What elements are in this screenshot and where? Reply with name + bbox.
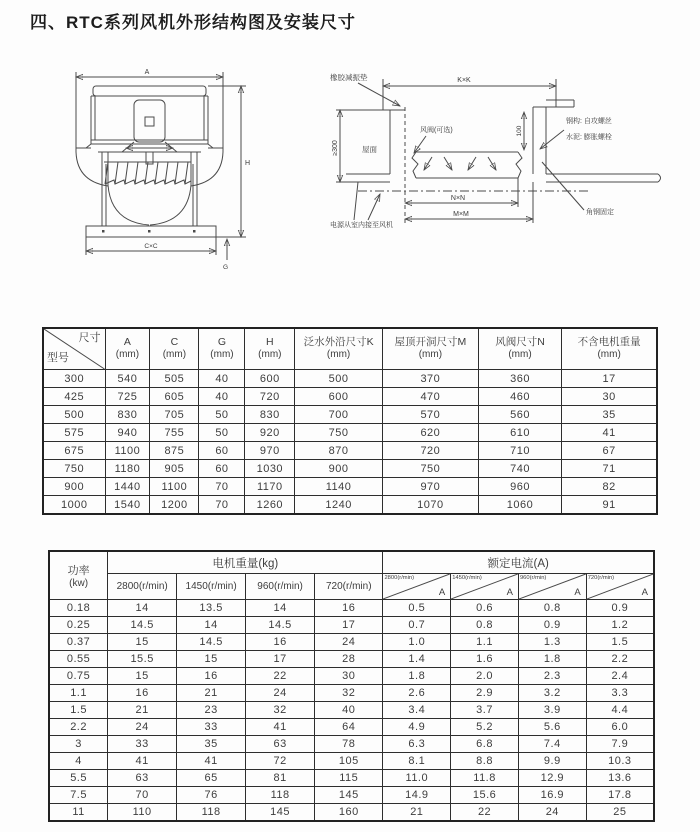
table-cell: 8.1 — [383, 753, 451, 770]
table-cell: 1.5 — [49, 702, 108, 719]
table-cell: 710 — [478, 442, 562, 460]
table-cell: 1030 — [245, 460, 295, 478]
table-cell: 1.8 — [518, 651, 586, 668]
table-row — [43, 496, 657, 515]
table-cell: 76 — [177, 787, 246, 804]
table-cell: 23 — [177, 702, 246, 719]
table-cell: 0.9 — [586, 600, 654, 617]
table-cell: 750 — [295, 424, 383, 442]
table-cell: 6.3 — [383, 736, 451, 753]
damper-label: 风阀(可选) — [420, 127, 453, 134]
table-row — [49, 787, 654, 804]
table-cell: 360 — [478, 370, 562, 388]
motor-table — [48, 550, 655, 822]
table-cell: 10.3 — [586, 753, 654, 770]
table-cell: 110 — [108, 804, 177, 822]
table-cell: 0.8 — [518, 600, 586, 617]
table-cell: 2.0 — [451, 668, 519, 685]
table-cell: 50 — [199, 406, 245, 424]
table-cell: 1.4 — [383, 651, 451, 668]
table-cell: 1.1 — [451, 634, 519, 651]
table-cell: 2.9 — [451, 685, 519, 702]
column-header: C (mm) — [150, 328, 199, 370]
current-col-header: 2800(r/min) A — [383, 574, 451, 600]
table-cell: 600 — [295, 388, 383, 406]
table-cell: 22 — [246, 668, 315, 685]
table-row — [49, 804, 654, 822]
table-cell: 9.9 — [518, 753, 586, 770]
table-cell: 575 — [43, 424, 105, 442]
table-cell: 40 — [199, 388, 245, 406]
table-cell: 21 — [383, 804, 451, 822]
current-col-header: 960(r/min) A — [518, 574, 586, 600]
table-cell: 1070 — [382, 496, 478, 515]
table-cell: 14.5 — [108, 617, 177, 634]
weight-col-header: 2800(r/min) — [108, 574, 177, 600]
table-cell: 905 — [150, 460, 199, 478]
weight-group-header: 电机重量(kg) — [108, 551, 383, 574]
table-cell: 14.5 — [246, 617, 315, 634]
table-cell: 970 — [245, 442, 295, 460]
table-cell: 21 — [177, 685, 246, 702]
table-cell: 0.25 — [49, 617, 108, 634]
table-cell: 41 — [246, 719, 315, 736]
table-cell: 620 — [382, 424, 478, 442]
dimension-table — [42, 327, 658, 515]
dim-label-a: A — [144, 69, 150, 76]
rubber-pad-label: 橡胶减振垫 — [330, 73, 368, 82]
dimension-table-header-row — [43, 328, 657, 370]
table-cell: 870 — [295, 442, 383, 460]
table-cell: 28 — [315, 651, 383, 668]
table-cell: 500 — [295, 370, 383, 388]
table-cell: 17 — [562, 370, 657, 388]
table-cell: 0.7 — [383, 617, 451, 634]
table-cell: 67 — [562, 442, 657, 460]
table-cell: 63 — [246, 736, 315, 753]
table-cell: 600 — [245, 370, 295, 388]
table-row — [49, 634, 654, 651]
table-cell: 32 — [315, 685, 383, 702]
column-header: 不含电机重量 (mm) — [562, 328, 657, 370]
table-cell: 8.8 — [451, 753, 519, 770]
table-row — [49, 719, 654, 736]
table-cell: 6.0 — [586, 719, 654, 736]
table-cell: 24 — [246, 685, 315, 702]
table-cell: 3 — [49, 736, 108, 753]
table-cell: 1.8 — [383, 668, 451, 685]
table-cell: 2.6 — [383, 685, 451, 702]
table-cell: 725 — [105, 388, 150, 406]
dim-label-h: H — [245, 160, 251, 167]
table-cell: 970 — [382, 478, 478, 496]
table-cell: 720 — [245, 388, 295, 406]
weight-col-header: 720(r/min) — [315, 574, 383, 600]
table-cell: 32 — [246, 702, 315, 719]
table-cell: 570 — [382, 406, 478, 424]
table-row — [43, 442, 657, 460]
table-row — [43, 388, 657, 406]
table-cell: 1170 — [245, 478, 295, 496]
table-cell: 3.2 — [518, 685, 586, 702]
page-title: 四、RTC系列风机外形结构图及安装尺寸 — [30, 13, 356, 32]
table-cell: 17 — [315, 617, 383, 634]
table-cell: 1540 — [105, 496, 150, 515]
column-header: 泛水外沿尺寸K (mm) — [295, 328, 383, 370]
table-cell: 33 — [177, 719, 246, 736]
table-cell: 50 — [199, 424, 245, 442]
table-cell: 24 — [315, 634, 383, 651]
table-cell: 15.6 — [451, 787, 519, 804]
table-cell: 0.6 — [451, 600, 519, 617]
table-cell: 755 — [150, 424, 199, 442]
table-cell: 12.9 — [518, 770, 586, 787]
table-cell: 3.4 — [383, 702, 451, 719]
table-cell: 1.2 — [586, 617, 654, 634]
weight-col-header: 960(r/min) — [246, 574, 315, 600]
weight-col-header: 1450(r/min) — [177, 574, 246, 600]
table-cell: 65 — [177, 770, 246, 787]
table-row — [49, 753, 654, 770]
table-cell: 2.2 — [49, 719, 108, 736]
table-cell: 750 — [43, 460, 105, 478]
table-cell: 1140 — [295, 478, 383, 496]
table-cell: 25 — [586, 804, 654, 822]
table-cell: 15.5 — [108, 651, 177, 668]
table-cell: 81 — [246, 770, 315, 787]
table-cell: 2.2 — [586, 651, 654, 668]
cement-fixing-label: 水泥: 膨胀螺栓 — [566, 134, 612, 141]
table-cell: 1.1 — [49, 685, 108, 702]
table-row — [49, 617, 654, 634]
table-cell: 11.0 — [383, 770, 451, 787]
table-cell: 118 — [177, 804, 246, 822]
motor-table-subheader-row — [49, 574, 654, 600]
table-cell: 875 — [150, 442, 199, 460]
table-cell: 900 — [295, 460, 383, 478]
table-cell: 610 — [478, 424, 562, 442]
table-row — [43, 460, 657, 478]
table-cell: 7.4 — [518, 736, 586, 753]
table-cell: 1100 — [150, 478, 199, 496]
dim-label-100: 100 — [516, 125, 523, 137]
table-cell: 0.55 — [49, 651, 108, 668]
table-cell: 63 — [108, 770, 177, 787]
table-cell: 705 — [150, 406, 199, 424]
dim-label-cxc: C×C — [144, 243, 158, 250]
table-cell: 1.0 — [383, 634, 451, 651]
dim-label-mxm: M×M — [453, 211, 469, 218]
table-cell: 16 — [315, 600, 383, 617]
table-cell: 60 — [199, 442, 245, 460]
table-cell: 920 — [245, 424, 295, 442]
table-cell: 460 — [478, 388, 562, 406]
dim-label-kxk: K×K — [457, 77, 471, 84]
table-cell: 70 — [108, 787, 177, 804]
table-cell: 0.37 — [49, 634, 108, 651]
column-header: A (mm) — [105, 328, 150, 370]
current-col-header: 1450(r/min) A — [451, 574, 519, 600]
table-cell: 370 — [382, 370, 478, 388]
table-row — [43, 478, 657, 496]
table-cell: 5.2 — [451, 719, 519, 736]
table-cell: 720 — [382, 442, 478, 460]
table-cell: 15 — [108, 634, 177, 651]
current-group-header: 额定电流(A) — [383, 551, 654, 574]
table-row — [49, 668, 654, 685]
table-cell: 2.4 — [586, 668, 654, 685]
table-cell: 675 — [43, 442, 105, 460]
table-cell: 17.8 — [586, 787, 654, 804]
table-cell: 60 — [199, 460, 245, 478]
table-cell: 0.75 — [49, 668, 108, 685]
table-cell: 115 — [315, 770, 383, 787]
table-cell: 605 — [150, 388, 199, 406]
table-cell: 30 — [315, 668, 383, 685]
table-cell: 0.18 — [49, 600, 108, 617]
table-cell: 71 — [562, 460, 657, 478]
table-row — [49, 736, 654, 753]
table-cell: 1440 — [105, 478, 150, 496]
table-cell: 64 — [315, 719, 383, 736]
table-cell: 118 — [246, 787, 315, 804]
fan-front-view-diagram — [58, 64, 323, 276]
current-col-header: 720(r/min) A — [586, 574, 654, 600]
table-cell: 91 — [562, 496, 657, 515]
table-cell: 6.8 — [451, 736, 519, 753]
table-cell: 33 — [108, 736, 177, 753]
column-header: G (mm) — [199, 328, 245, 370]
column-header: H (mm) — [245, 328, 295, 370]
table-cell: 11.8 — [451, 770, 519, 787]
table-cell: 4 — [49, 753, 108, 770]
table-row — [49, 702, 654, 719]
installation-section-diagram — [328, 70, 673, 245]
column-header: 屋顶开洞尺寸M (mm) — [382, 328, 478, 370]
table-cell: 3.7 — [451, 702, 519, 719]
power-note-label: 电源从室内接至风机 — [330, 222, 393, 229]
table-cell: 24 — [108, 719, 177, 736]
table-cell: 17 — [246, 651, 315, 668]
dim-label-ge300: ≥300 — [332, 140, 339, 156]
table-cell: 14 — [246, 600, 315, 617]
table-cell: 470 — [382, 388, 478, 406]
table-cell: 13.6 — [586, 770, 654, 787]
table-cell: 700 — [295, 406, 383, 424]
table-cell: 3.3 — [586, 685, 654, 702]
table-cell: 0.8 — [451, 617, 519, 634]
table-cell: 900 — [43, 478, 105, 496]
table-cell: 15 — [177, 651, 246, 668]
table-cell: 830 — [105, 406, 150, 424]
table-cell: 41 — [562, 424, 657, 442]
table-cell: 1000 — [43, 496, 105, 515]
table-cell: 15 — [108, 668, 177, 685]
table-cell: 425 — [43, 388, 105, 406]
table-cell: 4.4 — [586, 702, 654, 719]
table-cell: 78 — [315, 736, 383, 753]
table-cell: 160 — [315, 804, 383, 822]
table-cell: 105 — [315, 753, 383, 770]
table-cell: 1100 — [105, 442, 150, 460]
table-cell: 72 — [246, 753, 315, 770]
table-cell: 41 — [177, 753, 246, 770]
table-cell: 40 — [199, 370, 245, 388]
table-cell: 1.5 — [586, 634, 654, 651]
table-row — [49, 600, 654, 617]
table-row — [49, 685, 654, 702]
table-cell: 505 — [150, 370, 199, 388]
table-cell: 70 — [199, 478, 245, 496]
power-header: 功率 (kw) — [49, 551, 108, 600]
column-header: 风阀尺寸N (mm) — [478, 328, 562, 370]
table-cell: 11 — [49, 804, 108, 822]
corner-label-model: 型号 — [47, 352, 69, 365]
table-cell: 35 — [562, 406, 657, 424]
angle-steel-label: 角钢固定 — [586, 209, 614, 216]
table-cell: 1260 — [245, 496, 295, 515]
table-cell: 2.3 — [518, 668, 586, 685]
table-cell: 7.5 — [49, 787, 108, 804]
corner-header-cell — [43, 328, 105, 370]
table-cell: 500 — [43, 406, 105, 424]
table-cell: 145 — [246, 804, 315, 822]
table-cell: 16 — [246, 634, 315, 651]
table-cell: 82 — [562, 478, 657, 496]
table-cell: 940 — [105, 424, 150, 442]
table-row — [49, 651, 654, 668]
table-cell: 5.6 — [518, 719, 586, 736]
table-cell: 560 — [478, 406, 562, 424]
motor-table-group-row — [49, 551, 654, 574]
table-cell: 740 — [478, 460, 562, 478]
steel-fixing-label: 钢构: 自攻螺丝 — [566, 118, 612, 125]
dim-label-nxn: N×N — [450, 195, 466, 202]
table-cell: 14 — [108, 600, 177, 617]
table-cell: 35 — [177, 736, 246, 753]
table-cell: 0.9 — [518, 617, 586, 634]
table-cell: 1240 — [295, 496, 383, 515]
table-cell: 750 — [382, 460, 478, 478]
table-cell: 0.5 — [383, 600, 451, 617]
table-row — [43, 424, 657, 442]
roof-label: 屋面 — [362, 145, 377, 154]
table-cell: 300 — [43, 370, 105, 388]
table-cell: 70 — [199, 496, 245, 515]
table-cell: 14 — [177, 617, 246, 634]
table-row — [43, 370, 657, 388]
table-cell: 1.3 — [518, 634, 586, 651]
table-cell: 3.9 — [518, 702, 586, 719]
table-cell: 7.9 — [586, 736, 654, 753]
table-cell: 22 — [451, 804, 519, 822]
table-cell: 21 — [108, 702, 177, 719]
table-row — [43, 406, 657, 424]
table-cell: 40 — [315, 702, 383, 719]
table-cell: 24 — [518, 804, 586, 822]
table-cell: 830 — [245, 406, 295, 424]
table-cell: 1200 — [150, 496, 199, 515]
table-cell: 16 — [177, 668, 246, 685]
table-cell: 145 — [315, 787, 383, 804]
table-cell: 16.9 — [518, 787, 586, 804]
dim-label-g: G — [223, 264, 229, 271]
table-cell: 5.5 — [49, 770, 108, 787]
table-cell: 30 — [562, 388, 657, 406]
table-cell: 13.5 — [177, 600, 246, 617]
table-cell: 14.9 — [383, 787, 451, 804]
table-cell: 4.9 — [383, 719, 451, 736]
table-cell: 16 — [108, 685, 177, 702]
table-cell: 1180 — [105, 460, 150, 478]
table-row — [49, 770, 654, 787]
table-cell: 1060 — [478, 496, 562, 515]
table-cell: 41 — [108, 753, 177, 770]
table-cell: 960 — [478, 478, 562, 496]
corner-label-size: 尺寸 — [78, 332, 101, 344]
table-cell: 14.5 — [177, 634, 246, 651]
table-cell: 1.6 — [451, 651, 519, 668]
table-cell: 540 — [105, 370, 150, 388]
